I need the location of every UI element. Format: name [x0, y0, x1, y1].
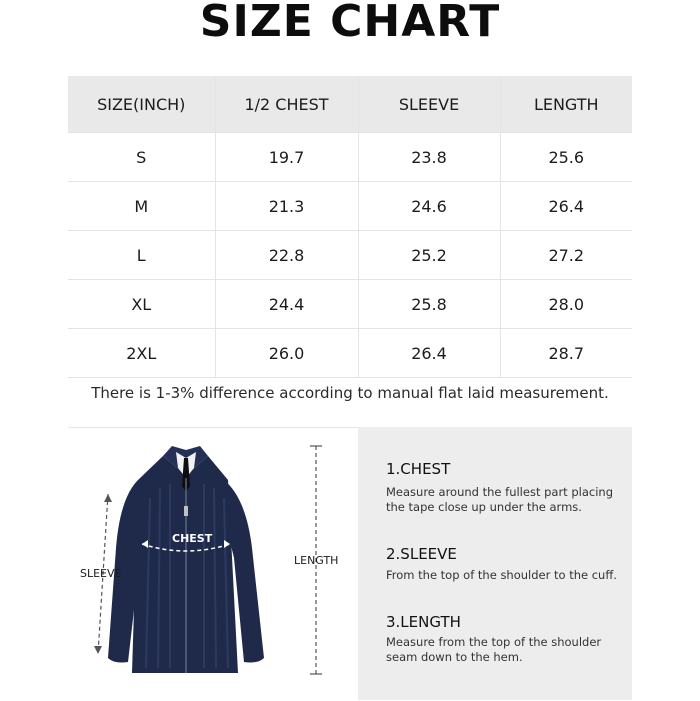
- table-cell: 27.2: [500, 231, 632, 280]
- table-row: [68, 280, 632, 329]
- chest-label: CHEST: [172, 532, 213, 545]
- table-cell: 21.3: [215, 182, 358, 231]
- table-cell: M: [68, 182, 215, 231]
- chest-instruction-text: Measure around the fullest part placing the tape close up under the arms.: [386, 485, 613, 514]
- length-instruction-text: Measure from the top of the shoulder seam down to the hem.: [386, 635, 602, 664]
- column-header-chest: 1/2 CHEST: [215, 76, 358, 133]
- table-cell: 28.0: [500, 280, 632, 329]
- table-cell: S: [68, 133, 215, 182]
- table-cell: 19.7: [215, 133, 358, 182]
- table-row: [68, 231, 632, 280]
- size-table: [68, 76, 632, 378]
- table-cell: 22.8: [215, 231, 358, 280]
- length-instruction-title: 3.LENGTH: [386, 613, 461, 631]
- table-cell: 28.7: [500, 329, 632, 378]
- table-cell: 2XL: [68, 329, 215, 378]
- table-row: [68, 133, 632, 182]
- table-cell: XL: [68, 280, 215, 329]
- length-label: LENGTH: [294, 554, 339, 567]
- page-title: SIZE CHART: [199, 0, 501, 47]
- table-header-row: [68, 76, 632, 133]
- chest-instruction-title: 1.CHEST: [386, 460, 451, 478]
- table-cell: 23.8: [358, 133, 500, 182]
- table-cell: 26.4: [358, 329, 500, 378]
- table-cell: 25.6: [500, 133, 632, 182]
- instructions-panel: [358, 427, 632, 700]
- table-cell: L: [68, 231, 215, 280]
- sleeve-instruction-title: 2.SLEEVE: [386, 545, 457, 563]
- table-cell: 24.6: [358, 182, 500, 231]
- column-header-sleeve: SLEEVE: [358, 76, 500, 133]
- sleeve-instruction-text: From the top of the shoulder to the cuff.: [386, 568, 617, 582]
- table-cell: 26.0: [215, 329, 358, 378]
- table-row: [68, 182, 632, 231]
- table-cell: 26.4: [500, 182, 632, 231]
- measurement-note: There is 1-3% difference according to manual flat laid measurement.: [91, 384, 609, 402]
- garment-diagram: [68, 427, 358, 701]
- table-cell: 24.4: [215, 280, 358, 329]
- column-header-size: SIZE(INCH): [68, 76, 215, 133]
- table-row: [68, 329, 632, 378]
- table-cell: 25.2: [358, 231, 500, 280]
- column-header-length: LENGTH: [500, 76, 632, 133]
- table-cell: 25.8: [358, 280, 500, 329]
- sleeve-label: SLEEVE: [80, 567, 122, 580]
